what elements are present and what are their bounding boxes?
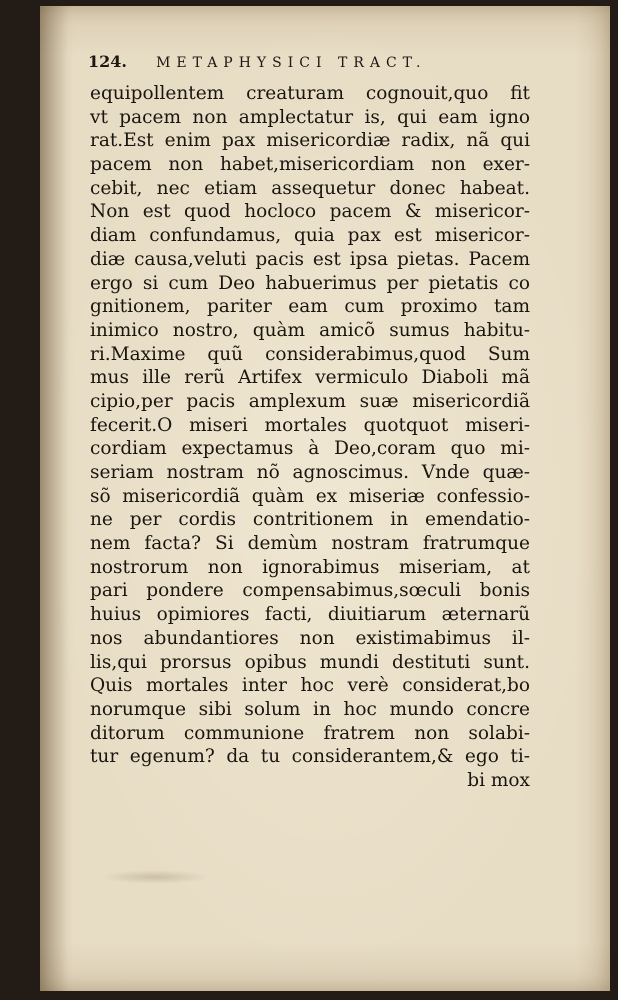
text-line: norumque sibi solum in hoc mundo concre: [90, 698, 530, 720]
spine-shadow: [40, 6, 68, 991]
text-line: rat.Est enim pax misericordiæ radix, nã qui: [90, 130, 530, 152]
text-line: nostrorum non ignorabimus miseriam, at: [90, 556, 530, 578]
text-line: cordiam expectamus à Deo,coram quo mi-: [90, 438, 530, 460]
text-line: Non est quod hocloco pacem & misericor-: [90, 201, 530, 223]
text-line: huius opimiores facti, diuitiarum æternarũ: [90, 604, 530, 626]
text-line: mus ille rerũ Artifex vermiculo Diaboli mã: [90, 367, 530, 389]
text-line: Quis mortales inter hoc verè considerat,bo: [90, 675, 530, 697]
text-line: lis,qui prorsus opibus mundi destituti sunt.: [90, 651, 530, 673]
text-line: fecerit.O miseri mortales quotquot miseri-: [90, 414, 530, 436]
text-line: cipio,per pacis amplexum suæ misericordiã: [90, 390, 530, 412]
text-line-catchword: bi mox: [467, 769, 530, 791]
text-line: nem facta? Si demùm nostram fratrumque: [90, 533, 530, 555]
text-line: diam confundamus, quia pax est misericor-: [90, 225, 530, 247]
text-line: vt pacem non amplectatur is, qui eam igno: [90, 106, 530, 128]
text-line: tur egenum? da tu considerantem,& ego ti-: [90, 746, 530, 768]
text-line: nos abundantiores non existimabimus il-: [90, 627, 530, 649]
text-line: ne per cordis contritionem in emendatio-: [90, 509, 530, 531]
text-line: diæ causa,veluti pacis est ipsa pietas. Pacem: [90, 248, 530, 270]
text-line: equipollentem creaturam cognouit,quo fit: [90, 83, 530, 104]
text-line: pari pondere compensabimus,sœculi bonis: [90, 580, 530, 602]
body-text: [90, 82, 530, 793]
text-line: ri.Maxime quũ considerabimus,quod Sum: [90, 343, 530, 365]
text-line: gnitionem, pariter eam cum proximo tam: [90, 296, 530, 318]
text-line: seriam nostram nõ agnoscimus. Vnde quæ-: [90, 462, 530, 483]
text-line: sõ misericordiã quàm ex miseriæ confessio-: [90, 485, 530, 507]
text-line: ergo si cum Deo habuerimus per pietatis co: [90, 272, 530, 294]
text-line: cebit, nec etiam assequetur donec habeat.: [90, 177, 530, 199]
running-title: METAPHYSICI TRACT.: [156, 55, 427, 71]
text-line: ditorum communione fratrem non solabi-: [90, 722, 530, 744]
text-line: inimico nostro, quàm amicõ sumus habitu-: [90, 319, 530, 341]
running-header: [88, 52, 426, 71]
text-line: pacem non habet,misericordiam non exer-: [90, 154, 530, 176]
page-number: 124.: [88, 52, 127, 71]
ink-smudge: [100, 870, 210, 884]
